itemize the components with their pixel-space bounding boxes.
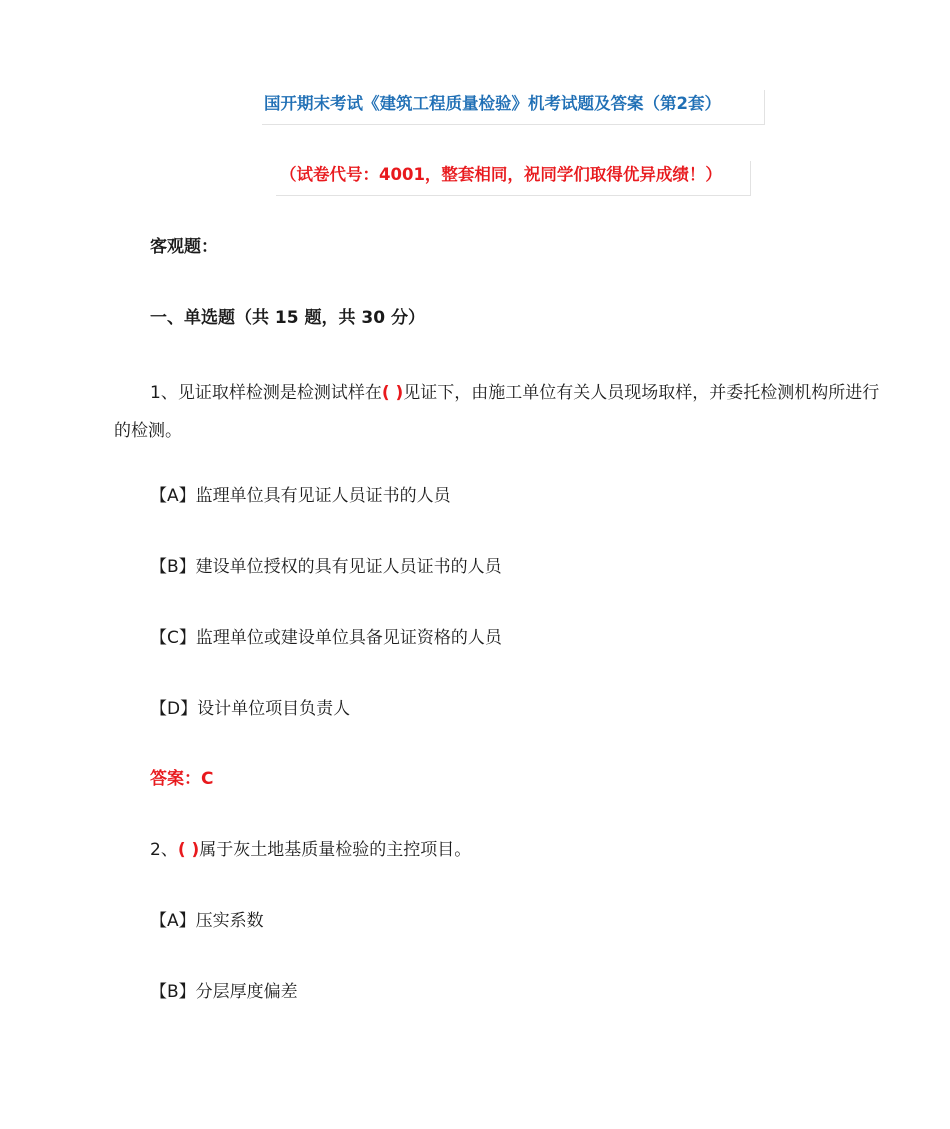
question-1-option-d: 【D】设计单位项目负责人 (150, 699, 351, 719)
document-subtitle (276, 161, 751, 196)
question-1-option-a: 【A】监理单位具有见证人员证书的人员 (150, 486, 451, 506)
question-2-number: 2、 (150, 840, 178, 860)
single-choice-heading: 一、单选题（共 15 题，共 30 分） (150, 308, 425, 328)
question-1-option-b: 【B】建设单位授权的具有见证人员证书的人员 (150, 557, 502, 577)
question-2-option-b: 【B】分层厚度偏差 (150, 982, 298, 1002)
objective-label: 客观题： (150, 237, 218, 257)
document-subtitle-text: （试卷代号：4001，整套相同，祝同学们取得优异成绩！） (280, 165, 722, 184)
question-2-text-after: 属于灰土地基质量检验的主控项目。 (199, 840, 472, 860)
question-2-blank: ( ) (177, 840, 200, 860)
question-1-blank: ( ) (381, 383, 404, 403)
question-1-text (114, 374, 884, 450)
question-1-text-after: 见证下，由施工单位有关人员现场取样，并委托检测机构所进行的检测。 (114, 383, 880, 441)
document-title-text: 国开期末考试《建筑工程质量检验》机考试题及答案（第2套） (264, 94, 721, 113)
question-1-text-before: 见证取样检测是检测试样在 (177, 383, 382, 403)
document-title (262, 90, 765, 125)
question-2-text (150, 837, 471, 863)
question-1-answer: 答案：C (150, 769, 214, 789)
question-1-option-c: 【C】监理单位或建设单位具备见证资格的人员 (150, 628, 502, 648)
question-2-option-a: 【A】压实系数 (150, 911, 264, 931)
question-1-number: 1、 (150, 383, 178, 403)
